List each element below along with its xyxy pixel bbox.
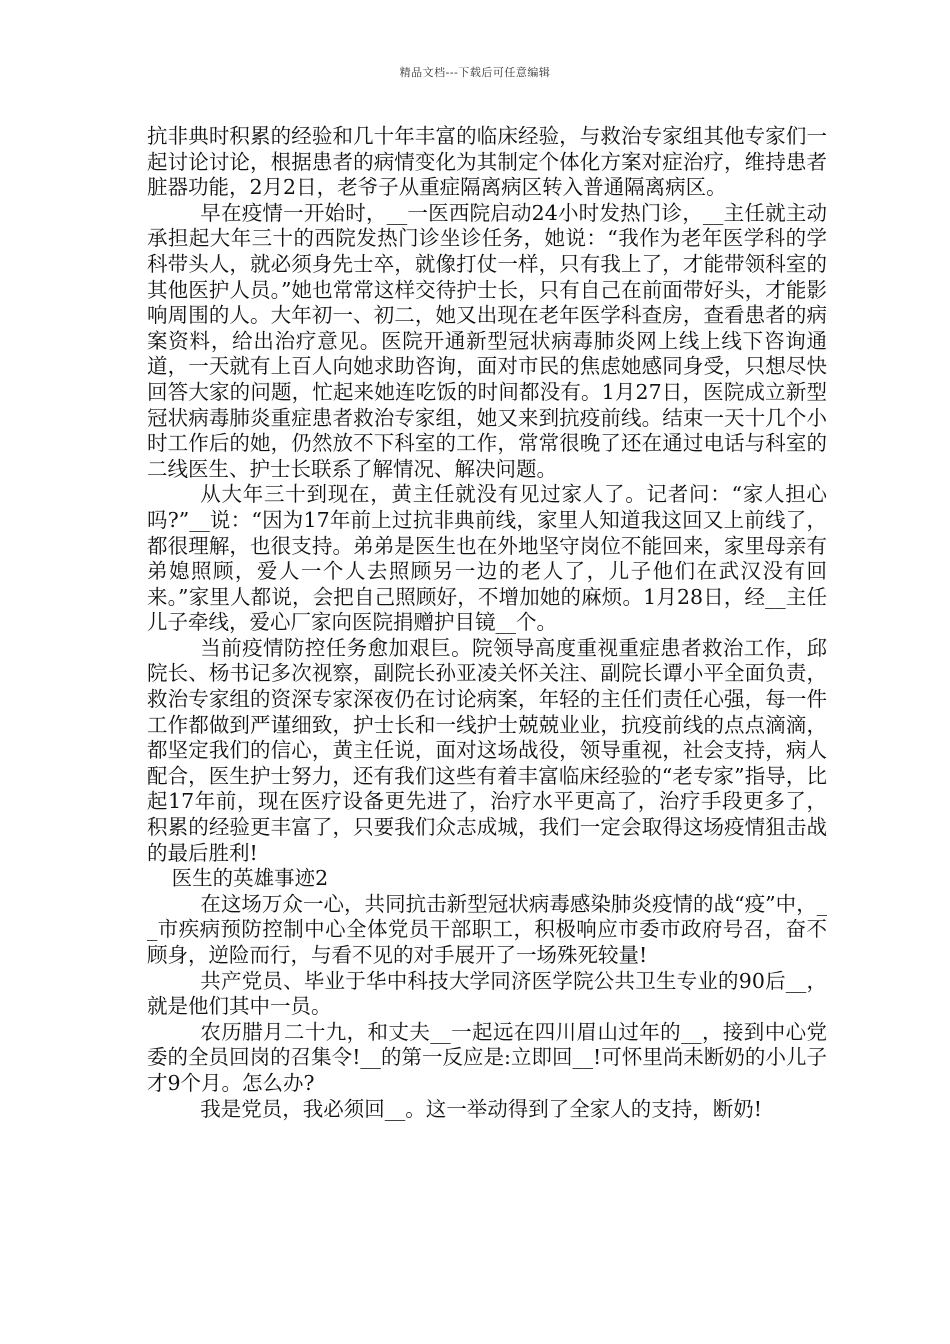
paragraph-8: 我是党员，我必须回__。这一举动得到了全家人的支持，断奶! xyxy=(200,1096,763,1121)
page-header: 精品文档---下载后可任意编辑 xyxy=(399,66,551,79)
paragraph-5: 在这场万众一心，共同抗击新型冠状病毒感染肺炎疫情的战“疫”中，__市疾病预防控制中心全体党员干部职工，积极响应市委市政府号召，奋不顾身，逆险而行，与看不见的对手展开了一场殊死较量! xyxy=(147,891,827,967)
paragraph-1: 抗非典时积累的经验和几十年丰富的临床经验，与救治专家组其他专家们一起讨论讨论，根据患者的病情变化为其制定个体化方案对症治疗，维持患者脏器功能，2月2日，老爷子从重症隔离病区转入普通隔离病区。 xyxy=(147,124,827,200)
paragraph-6: 共产党员、毕业于华中科技大学同济医学院公共卫生专业的90后__，就是他们其中一员。 xyxy=(147,968,827,1019)
paragraph-7: 农历腊月二十九，和丈夫__一起远在四川眉山过年的__，接到中心党委的全员回岗的召集令!__的第一反应是:立即回__!可怀里尚未断奶的小儿子才9个月。怎么办? xyxy=(147,1019,827,1095)
document-body xyxy=(147,124,827,1122)
paragraph-3: 从大年三十到现在，黄主任就没有见过家人了。记者问：“家人担心吗?”__说：“因为17年前上过抗非典前线，家里人知道我这回又上前线了，都很理解，也很支持。弟弟是医生也在外地坚守岗位不能回来，家里母亲有弟媳照顾，爱人一个人去照顾另一边的老人了，儿子他们在武汉没有回来。”家里人都说，会把自己照顾好，不增加她的麻烦。1月28日，经__主任儿子牵线，爱心厂家向医院捐赠护目镜__个。 xyxy=(147,482,827,635)
section-heading: 医生的英雄事迹2 xyxy=(171,866,329,891)
paragraph-4: 当前疫情防控任务愈加艰巨。院领导高度重视重症患者救治工作，邱院长、杨书记多次视察，副院长孙亚凌关怀关注、副院长谭小平全面负责，救治专家组的资深专家深夜仍在讨论病案，年轻的主任们责任心强，每一件工作都做到严谨细致，护士长和一线护士兢兢业业，抗疫前线的点点滴滴，都坚定我们的信心，黄主任说，面对这场战役，领导重视，社会支持，病人配合，医生护士努力，还有我们这些有着丰富临床经验的“老专家”指导，比起17年前，现在医疗设备更先进了，治疗水平更高了，治疗手段更多了，积累的经验更丰富了，只要我们众志成城，我们一定会取得这场疫情狙击战的最后胜利! xyxy=(147,635,827,865)
paragraph-2: 早在疫情一开始时，__一医西院启动24小时发热门诊，__主任就主动承担起大年三十的西院发热门诊坐诊任务，她说：“我作为老年医学科的学科带头人，就必须身先士卒，就像打仗一样，只有我上了，才能带领科室的其他医护人员。”她也常常这样交待护士长，只有自己在前面带好头，才能影响周围的人。大年初一、初二，她又出现在老年医学科查房，查看患者的病案资料，给出治疗意见。医院开通新型冠状病毒肺炎网上线上线下咨询通道，一天就有上百人向她求助咨询，面对市民的焦虑她感同身受，只想尽快回答大家的问题，忙起来她连吃饭的时间都没有。1月27日，医院成立新型冠状病毒肺炎重症患者救治专家组，她又来到抗疫前线。结束一天十几个小时工作后的她，仍然放不下科室的工作，常常很晚了还在通过电话与科室的二线医生、护士长联系了解情况、解决问题。 xyxy=(147,200,827,481)
